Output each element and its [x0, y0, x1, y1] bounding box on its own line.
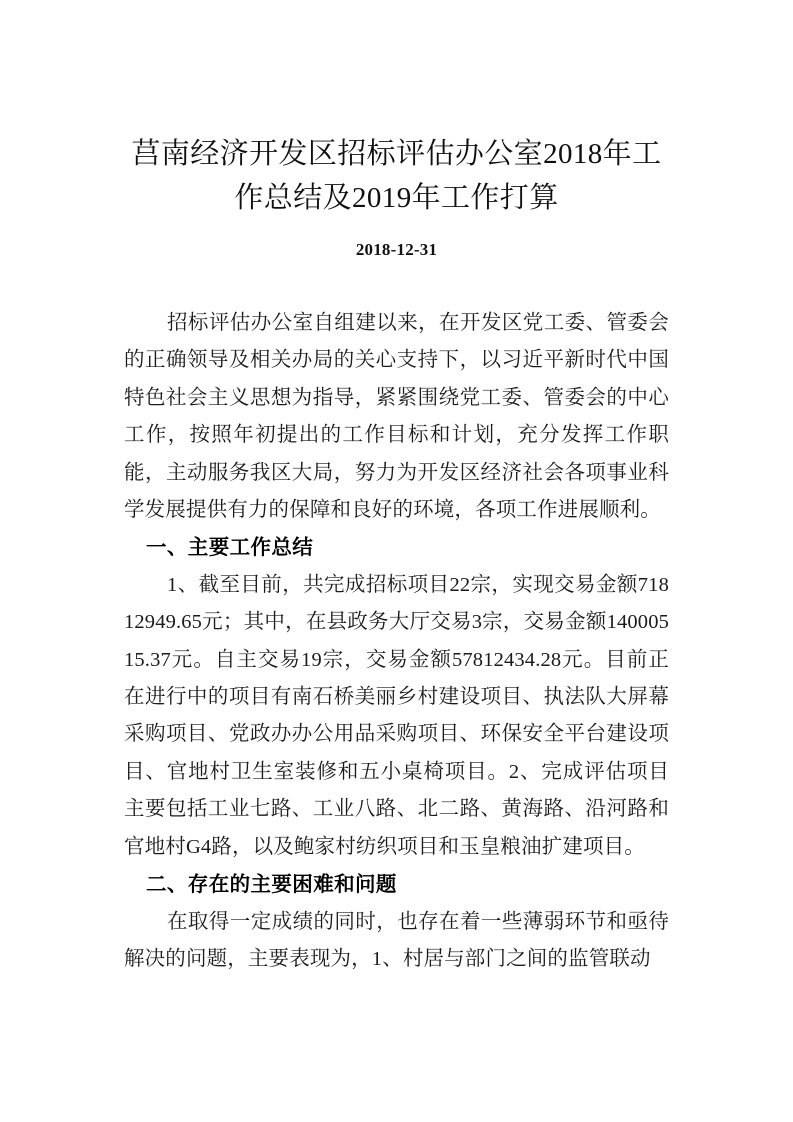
section-heading-main-work-summary: 一、主要工作总结: [146, 536, 314, 560]
paragraph-main-work-summary: 1、截至目前，共完成招标项目22宗，实现交易金额71812949.65元；其中，在县政务大厅交易3宗，交易金额14000515.37元。自主交易19宗，交易金额57812434.28元。目前正在进行中的项目有南石桥美丽乡村建设项目、执法队大屏幕采购项目、党政办办公用品采购项目、环保安全平台建设项目、官地村卫生室装修和五小桌椅项目。2、完成评估项目主要包括工业七路、工业八路、北二路、黄海路、沿河路和官地村G4路，以及鲍家村纺织项目和玉皇粮油扩建项目。: [124, 573, 669, 858]
document-title: 莒南经济开发区招标评估办公室2018年工作总结及2019年工作打算: [131, 138, 662, 214]
section-heading-difficulties-and-problems: 二、存在的主要困难和问题: [146, 873, 397, 897]
document-text-column: [124, 0, 669, 978]
paragraph-introduction: 招标评估办公室自组建以来，在开发区党工委、管委会的正确领导及相关办局的关心支持下，以习近平新时代中国特色社会主义思想为指导，紧紧围绕党工委、管委会的中心工作，按照年初提出的工作目标和计划，充分发挥工作职能，主动服务我区大局，努力为开发区经济社会各项事业科学发展提供有力的保障和良好的环境，各项工作进展顺利。: [124, 312, 669, 522]
document-body: [124, 263, 669, 978]
paragraph-difficulties-and-problems: 在取得一定成绩的同时，也存在着一些薄弱环节和亟待解决的问题，主要表现为，1、村居与部门之间的监管联动: [124, 910, 669, 970]
document-date: 2018-12-31: [355, 240, 438, 259]
